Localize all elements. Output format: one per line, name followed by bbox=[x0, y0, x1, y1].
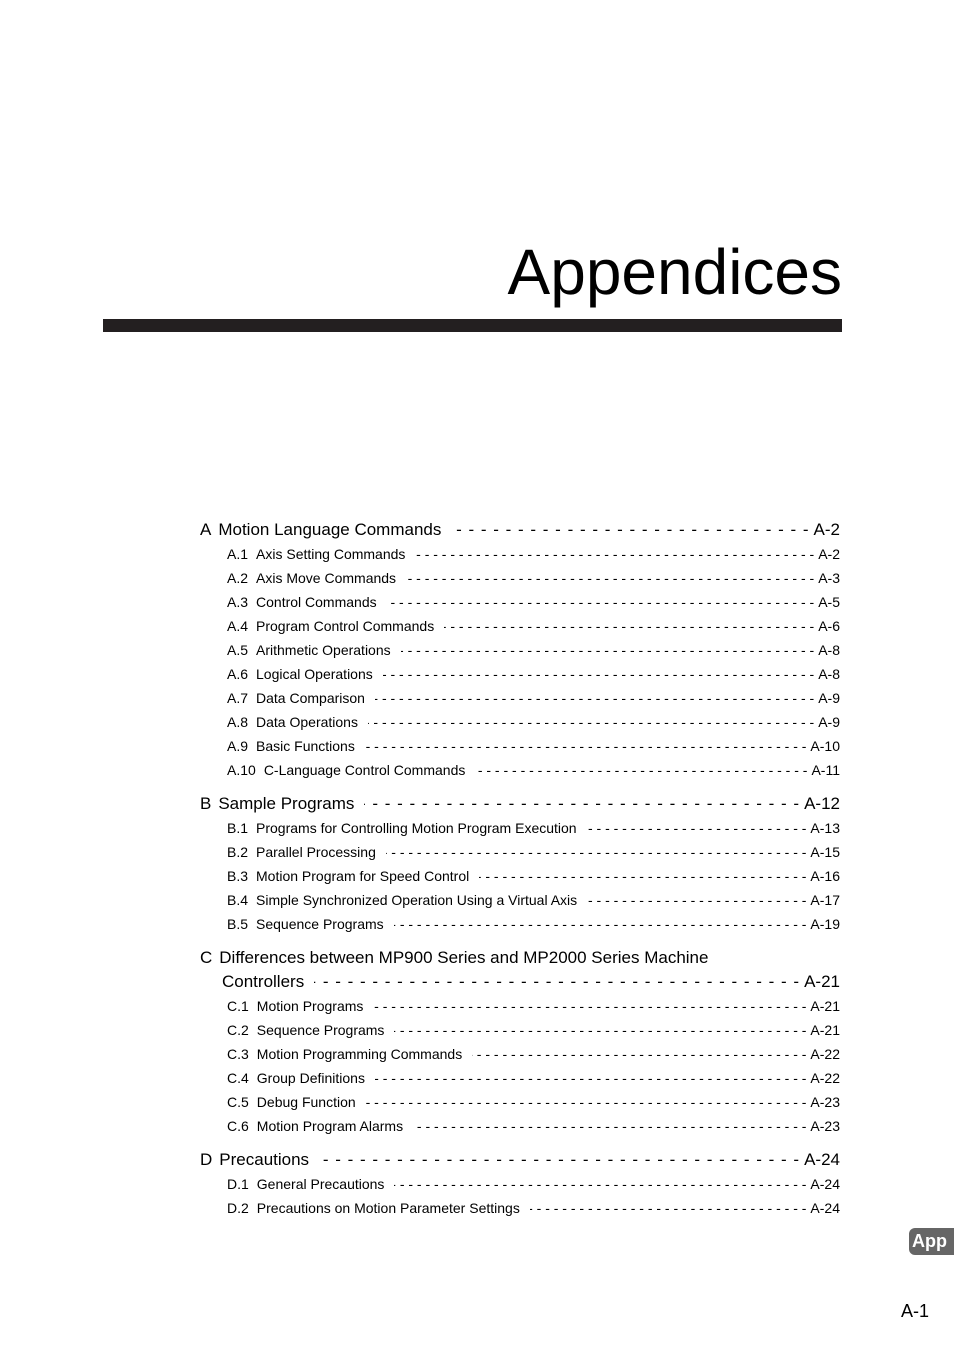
toc-section-entry[interactable] bbox=[200, 792, 840, 816]
leader-dots bbox=[364, 792, 800, 816]
leader-dots bbox=[375, 686, 814, 710]
subsection-number: A.3 bbox=[227, 594, 249, 610]
section-number: A bbox=[200, 520, 212, 539]
subsection-page: A-21 bbox=[810, 1022, 840, 1038]
toc-section-entry[interactable] bbox=[200, 1148, 840, 1172]
section-label: Precautions bbox=[219, 1150, 310, 1169]
toc-subsection-entry[interactable] bbox=[200, 1066, 840, 1090]
toc-section-entry[interactable] bbox=[200, 518, 840, 542]
leader-dots bbox=[444, 614, 814, 638]
subsection-page: A-13 bbox=[810, 820, 840, 836]
subsection-label: Motion Program Alarms bbox=[256, 1118, 404, 1134]
subsection-number: B.3 bbox=[227, 868, 249, 884]
subsection-page: A-8 bbox=[818, 666, 840, 682]
toc-subsection-entry[interactable] bbox=[200, 662, 840, 686]
leader-dots bbox=[479, 864, 806, 888]
leader-dots bbox=[394, 1018, 806, 1042]
leader-dots bbox=[587, 816, 807, 840]
subsection-page: A-9 bbox=[818, 690, 840, 706]
page-title: Appendices bbox=[507, 236, 842, 308]
leader-dots bbox=[373, 994, 806, 1018]
subsection-label: Axis Setting Commands bbox=[256, 546, 406, 562]
subsection-page: A-19 bbox=[810, 916, 840, 932]
subsection-label: Data Comparison bbox=[256, 690, 365, 706]
leader-dots bbox=[365, 734, 807, 758]
toc-subsection-entry[interactable] bbox=[200, 710, 840, 734]
subsection-number: C.1 bbox=[227, 998, 249, 1014]
subsection-label: Axis Move Commands bbox=[256, 570, 397, 586]
leader-dots bbox=[475, 758, 807, 782]
subsection-label: Simple Synchronized Operation Using a Virtual Axis bbox=[256, 892, 578, 908]
subsection-page: A-22 bbox=[810, 1070, 840, 1086]
subsection-page: A-15 bbox=[810, 844, 840, 860]
subsection-label: Programs for Controlling Motion Program Execution bbox=[256, 820, 577, 836]
subsection-label: Sequence Programs bbox=[256, 1022, 385, 1038]
subsection-page: A-17 bbox=[810, 892, 840, 908]
subsection-label: Basic Functions bbox=[256, 738, 355, 754]
subsection-number: B.4 bbox=[227, 892, 249, 908]
subsection-label: General Precautions bbox=[256, 1176, 385, 1192]
subsection-page: A-10 bbox=[810, 738, 840, 754]
toc-subsection-entry[interactable] bbox=[200, 1196, 840, 1220]
subsection-number: A.1 bbox=[227, 546, 249, 562]
leader-dots bbox=[394, 1172, 806, 1196]
subsection-page: A-2 bbox=[818, 546, 840, 562]
subsection-number: C.3 bbox=[227, 1046, 249, 1062]
leader-dots bbox=[587, 888, 806, 912]
subsection-page: A-23 bbox=[810, 1094, 840, 1110]
subsection-number: B.5 bbox=[227, 916, 249, 932]
leader-dots bbox=[387, 590, 815, 614]
subsection-number: A.7 bbox=[227, 690, 249, 706]
toc-subsection-entry[interactable] bbox=[200, 888, 840, 912]
toc-subsection-entry[interactable] bbox=[200, 1042, 840, 1066]
subsection-number: A.8 bbox=[227, 714, 249, 730]
toc-subsection-entry[interactable] bbox=[200, 912, 840, 936]
subsection-label: Data Operations bbox=[256, 714, 358, 730]
subsection-number: B.2 bbox=[227, 844, 249, 860]
subsection-label: Logical Operations bbox=[256, 666, 373, 682]
section-number: D bbox=[200, 1150, 213, 1169]
toc-subsection-entry[interactable] bbox=[200, 542, 840, 566]
subsection-label: Arithmetic Operations bbox=[256, 642, 391, 658]
subsection-label: Motion Programs bbox=[256, 998, 364, 1014]
subsection-number: A.9 bbox=[227, 738, 249, 754]
toc-subsection-entry[interactable] bbox=[200, 864, 840, 888]
subsection-page: A-22 bbox=[810, 1046, 840, 1062]
leader-dots bbox=[413, 1114, 806, 1138]
subsection-page: A-8 bbox=[818, 642, 840, 658]
toc-subsection-entry[interactable] bbox=[200, 614, 840, 638]
subsection-page: A-6 bbox=[818, 618, 840, 634]
section-page: A-21 bbox=[804, 972, 840, 991]
subsection-label: Precautions on Motion Parameter Settings bbox=[256, 1200, 520, 1216]
subsection-number: C.5 bbox=[227, 1094, 249, 1110]
toc-subsection-entry[interactable] bbox=[200, 994, 840, 1018]
page-number: A-1 bbox=[901, 1301, 930, 1321]
subsection-label: Motion Programming Commands bbox=[256, 1046, 463, 1062]
subsection-label: Sequence Programs bbox=[256, 916, 384, 932]
subsection-number: C.6 bbox=[227, 1118, 249, 1134]
toc-subsection-entry[interactable] bbox=[200, 734, 840, 758]
subsection-number: B.1 bbox=[227, 820, 249, 836]
title-rule bbox=[103, 319, 842, 332]
appendix-tab: App bbox=[909, 1228, 954, 1255]
toc-section-entry[interactable] bbox=[200, 946, 840, 970]
section-label: Differences between MP900 Series and MP2000 Series Machine bbox=[219, 948, 709, 967]
leader-dots bbox=[319, 1148, 800, 1172]
toc-subsection-entry[interactable] bbox=[200, 1114, 840, 1138]
toc-subsection-entry[interactable] bbox=[200, 1018, 840, 1042]
leader-dots bbox=[530, 1196, 807, 1220]
subsection-label: Program Control Commands bbox=[256, 618, 435, 634]
subsection-number: A.4 bbox=[227, 618, 249, 634]
subsection-number: A.5 bbox=[227, 642, 249, 658]
subsection-number: C.4 bbox=[227, 1070, 249, 1086]
section-label: Sample Programs bbox=[218, 794, 355, 813]
leader-dots bbox=[368, 710, 814, 734]
subsection-number: C.2 bbox=[227, 1022, 249, 1038]
section-page: A-24 bbox=[804, 1150, 840, 1169]
leader-dots bbox=[386, 840, 807, 864]
leader-dots bbox=[383, 662, 814, 686]
section-page: A-2 bbox=[813, 520, 840, 539]
leader-dots bbox=[366, 1090, 807, 1114]
section-number: B bbox=[200, 794, 212, 813]
leader-dots bbox=[451, 518, 809, 542]
toc-subsection-entry[interactable] bbox=[200, 590, 840, 614]
subsection-label: Motion Program for Speed Control bbox=[256, 868, 470, 884]
subsection-number: A.6 bbox=[227, 666, 249, 682]
toc-subsection-entry[interactable] bbox=[200, 840, 840, 864]
subsection-page: A-11 bbox=[811, 762, 840, 778]
subsection-page: A-21 bbox=[810, 998, 840, 1014]
subsection-label: Group Definitions bbox=[256, 1070, 365, 1086]
leader-dots bbox=[375, 1066, 806, 1090]
subsection-page: A-9 bbox=[818, 714, 840, 730]
leader-dots bbox=[394, 912, 807, 936]
subsection-label: C-Language Control Commands bbox=[263, 762, 466, 778]
leader-dots bbox=[415, 542, 814, 566]
subsection-page: A-24 bbox=[810, 1176, 840, 1192]
toc-subsection-entry[interactable] bbox=[200, 566, 840, 590]
subsection-page: A-24 bbox=[810, 1200, 840, 1216]
section-number: C bbox=[200, 948, 213, 967]
leader-dots bbox=[401, 638, 815, 662]
subsection-page: A-23 bbox=[810, 1118, 840, 1134]
subsection-number: A.2 bbox=[227, 570, 249, 586]
section-label-continued: Controllers bbox=[222, 972, 305, 991]
subsection-number: A.10 bbox=[227, 762, 256, 778]
subsection-page: A-5 bbox=[818, 594, 840, 610]
subsection-number: D.2 bbox=[227, 1200, 249, 1216]
section-page: A-12 bbox=[804, 794, 840, 813]
subsection-page: A-16 bbox=[810, 868, 840, 884]
table-of-contents bbox=[200, 518, 840, 1220]
leader-dots bbox=[314, 970, 800, 994]
toc-subsection-entry[interactable] bbox=[200, 1172, 840, 1196]
subsection-number: D.1 bbox=[227, 1176, 249, 1192]
section-label: Motion Language Commands bbox=[218, 520, 442, 539]
toc-subsection-entry[interactable] bbox=[200, 1090, 840, 1114]
toc-subsection-entry[interactable] bbox=[200, 758, 840, 782]
subsection-page: A-3 bbox=[818, 570, 840, 586]
leader-dots bbox=[472, 1042, 806, 1066]
toc-subsection-entry[interactable] bbox=[200, 638, 840, 662]
subsection-label: Control Commands bbox=[256, 594, 377, 610]
toc-subsection-entry[interactable] bbox=[200, 816, 840, 840]
subsection-label: Parallel Processing bbox=[256, 844, 376, 860]
toc-subsection-entry[interactable] bbox=[200, 686, 840, 710]
leader-dots bbox=[406, 566, 814, 590]
toc-section-entry-continued[interactable] bbox=[200, 970, 840, 994]
subsection-label: Debug Function bbox=[256, 1094, 356, 1110]
